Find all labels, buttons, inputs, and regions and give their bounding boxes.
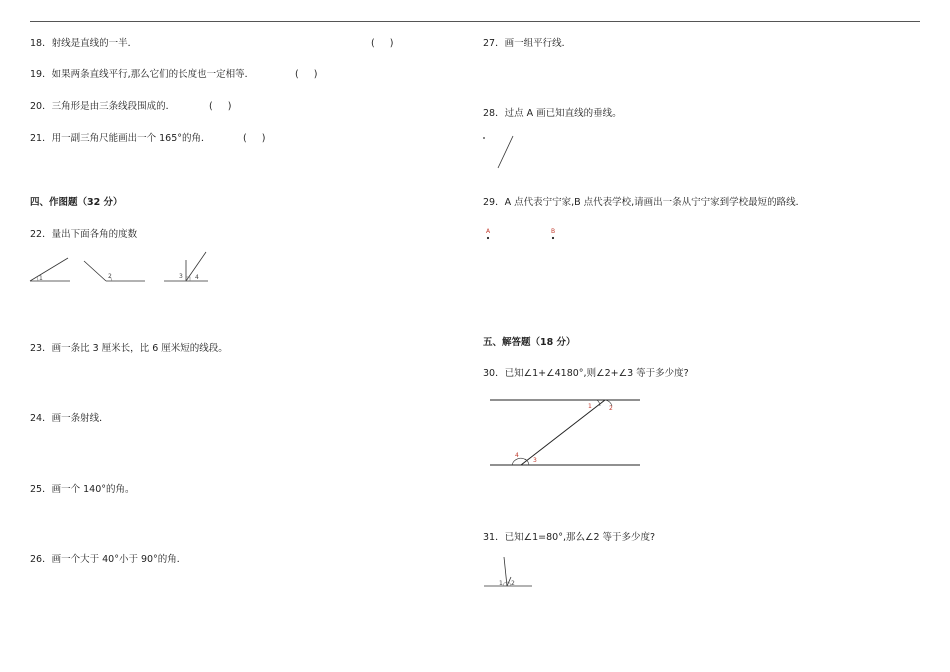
point-b-label: B xyxy=(551,228,556,235)
question-26: 26．画一个大于 40°小于 90°的角． xyxy=(30,554,187,565)
angle-label-2: 2 xyxy=(609,405,613,412)
answer-paren-21[interactable]: ( ) xyxy=(243,133,266,144)
angle-label-4: 4 xyxy=(515,452,519,459)
answer-paren-19[interactable]: ( ) xyxy=(295,69,318,80)
question-19: 19．如果两条直线平行,那么它们的长度也一定相等． xyxy=(30,69,255,80)
question-25: 25．画一个 140°的角。 xyxy=(30,484,135,495)
top-divider xyxy=(30,21,920,22)
angle-label-2: 2 xyxy=(511,580,515,587)
question-20: 20．三角形是由三条线段围成的． xyxy=(30,101,176,112)
section-title-5: 五、解答题（18 分） xyxy=(483,337,576,348)
points-figure-29 xyxy=(480,226,570,246)
angle-label-3: 3 xyxy=(533,457,537,464)
point-a-label: A xyxy=(486,228,491,235)
answer-paren-20[interactable]: ( ) xyxy=(209,101,232,112)
point-a-dot xyxy=(487,237,489,239)
point-a-dot xyxy=(483,137,485,139)
question-23: 23．画一条比 3 厘米长，比 6 厘米短的线段。 xyxy=(30,343,228,354)
question-18: 18．射线是直线的一半． xyxy=(30,38,138,49)
angle-label-3: 3 xyxy=(179,273,183,280)
question-27: 27．画一组平行线． xyxy=(483,38,572,49)
angle-label-1: 1 xyxy=(39,275,43,282)
angle-label-4: 4 xyxy=(195,274,199,281)
question-30: 30．已知∠1+∠4180°,则∠2+∠3 等于多少度? xyxy=(483,368,689,379)
answer-paren-18[interactable]: ( ) xyxy=(371,38,394,49)
perpendicular-figure-28 xyxy=(480,132,520,172)
angle-label-2: 2 xyxy=(108,273,112,280)
section-title-4: 四、作图题（32 分） xyxy=(30,197,123,208)
question-22: 22．量出下面各角的度数 xyxy=(30,229,138,240)
angle-figures-22 xyxy=(28,250,218,290)
question-21: 21．用一副三角尺能画出一个 165°的角． xyxy=(30,133,211,144)
question-29: 29．A 点代表宁宁家,B 点代表学校,请画出一条从宁宁家到学校最短的路线． xyxy=(483,197,806,208)
angle-label-1: 1 xyxy=(499,580,503,587)
question-31: 31．已知∠1=80°,那么∠2 等于多少度? xyxy=(483,532,656,543)
angle-label-1: 1 xyxy=(588,403,592,410)
question-28: 28．过点 A 画已知直线的垂线。 xyxy=(483,108,622,119)
parallel-lines-figure-30 xyxy=(488,394,643,470)
angle-figure-31 xyxy=(482,553,537,593)
point-b-dot xyxy=(552,237,554,239)
question-24: 24．画一条射线． xyxy=(30,413,109,424)
